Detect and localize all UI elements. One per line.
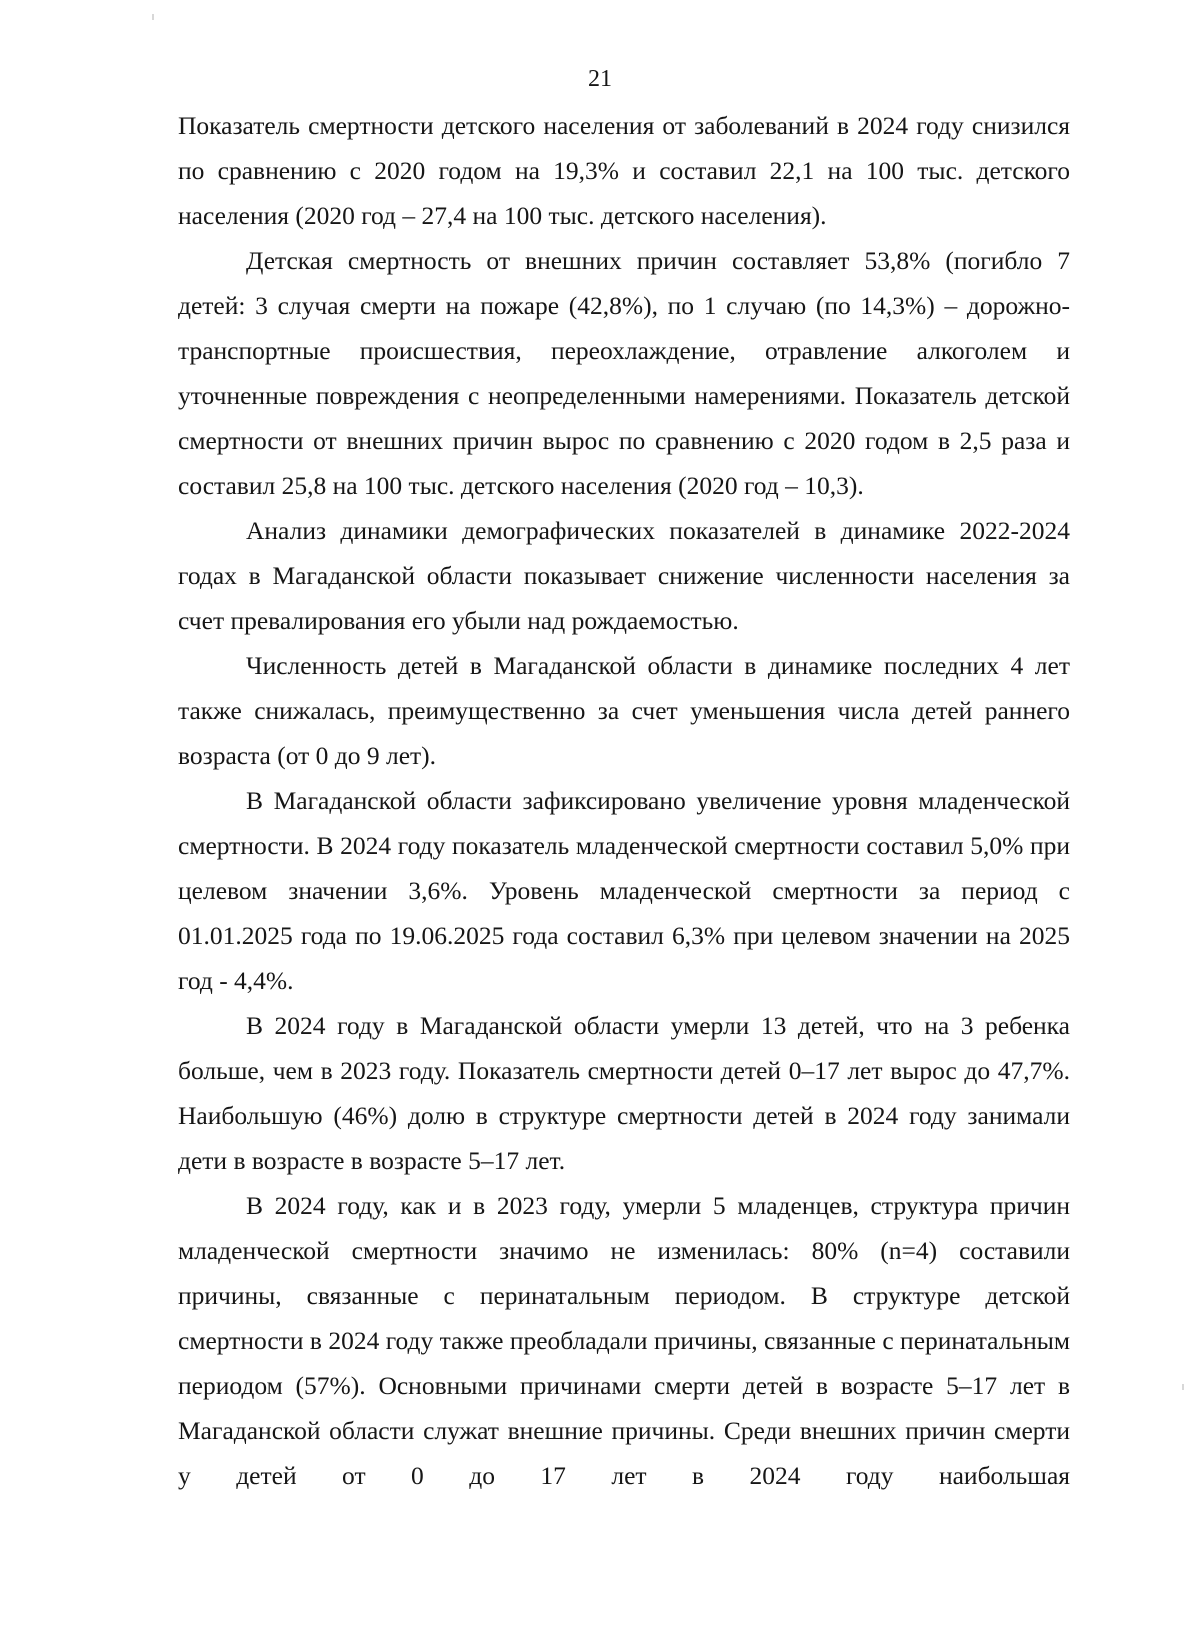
- paragraph-mortality-structure: В 2024 году, как и в 2023 году, умерли 5 младенцев, структура причин младенческой смертности значимо не изменилась: 80% (n=4) составили причины, связанные с перинатальным периодом. В структуре детской смертности в 2024 году также преобладали причины, связанные с перинатальным периодом (57%). Основными причинами смерти детей в возрасте 5–17 лет в Магаданской области служат внешние причины. Среди внешних причин смерти у детей от 0 до 17 лет в 2024 году наибольшая: [178, 1191, 1070, 1490]
- scan-artifact: [152, 14, 154, 20]
- page-number: 21: [588, 66, 612, 92]
- paragraph-child-population: Численность детей в Магаданской области в динамике последних 4 лет также снижалась, преимущественно за счет уменьшения числа детей раннего возраста (от 0 до 9 лет).: [178, 651, 1070, 770]
- paragraph-external-causes: Детская смертность от внешних причин составляет 53,8% (погибло 7 детей: 3 случая смерти на пожаре (42,8%), по 1 случаю (по 14,3%) – дорожно-транспортные происшествия, переохлаждение, отравление алкоголем и уточненные повреждения с неопределенными намерениями. Показатель детской смертности от внешних причин вырос по сравнению с 2020 годом в 2,5 раза и составил 25,8 на 100 тыс. детского населения (2020 год – 10,3).: [178, 246, 1070, 500]
- document-body: [178, 103, 1070, 1498]
- paragraph-demographic-analysis: Анализ динамики демографических показателей в динамике 2022-2024 годах в Магаданской области показывает снижение численности населения за счет превалирования его убыли над рождаемостью.: [178, 516, 1070, 635]
- paragraph-infant-mortality: В Магаданской области зафиксировано увеличение уровня младенческой смертности. В 2024 году показатель младенческой смертности составил 5,0% при целевом значении 3,6%. Уровень младенческой смертности за период с 01.01.2025 года по 19.06.2025 года составил 6,3% при целевом значении на 2025 год - 4,4%.: [178, 786, 1070, 995]
- paragraph-disease-mortality: Показатель смертности детского населения от заболеваний в 2024 году снизился по сравнению с 2020 годом на 19,3% и составил 22,1 на 100 тыс. детского населения (2020 год – 27,4 на 100 тыс. детского населения).: [178, 111, 1070, 230]
- paragraph-child-deaths-2024: В 2024 году в Магаданской области умерли 13 детей, что на 3 ребенка больше, чем в 2023 году. Показатель смертности детей 0–17 лет вырос до 47,7%. Наибольшую (46%) долю в структуре смертности детей в 2024 году занимали дети в возрасте в возрасте 5–17 лет.: [178, 1011, 1070, 1175]
- scan-artifact: [1182, 1384, 1184, 1390]
